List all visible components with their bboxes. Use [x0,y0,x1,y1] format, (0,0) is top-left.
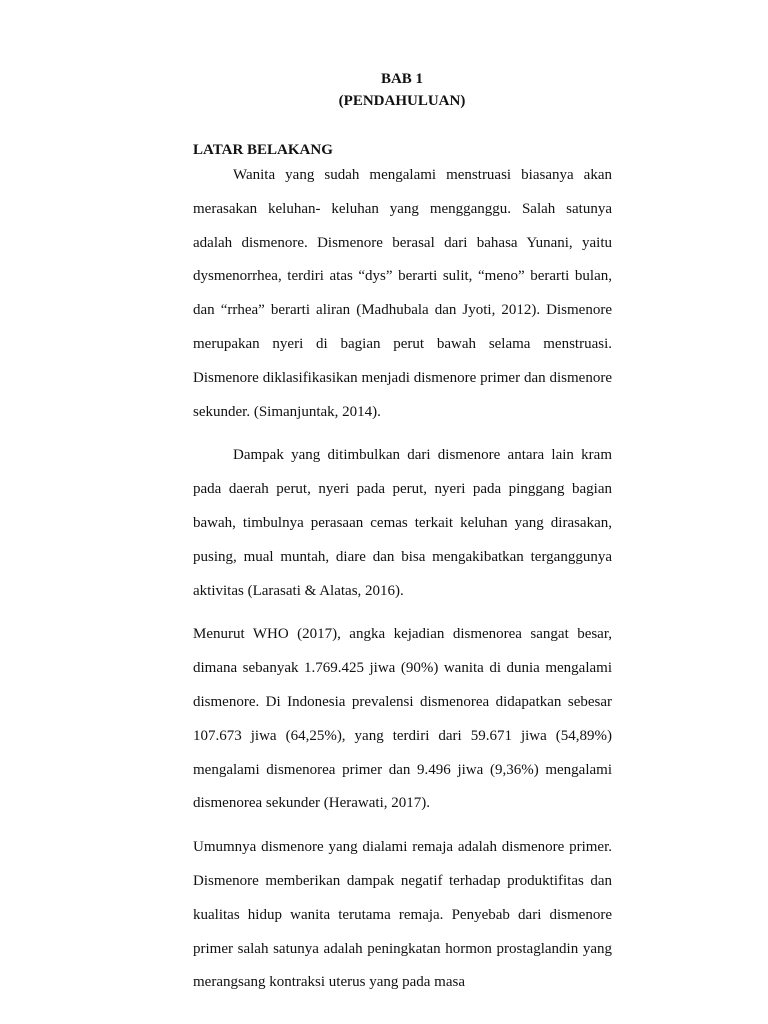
document-body [193,139,612,1000]
paragraph-1: Wanita yang sudah mengalami menstruasi biasanya akan merasakan keluhan- keluhan yang mengganggu. Salah satunya adalah dismenore. Dismenore berasal dari bahasa Yunani, yaitu dysmenorrhea, terdiri atas “dys” berarti sulit, “meno” berarti bulan, dan “rrhea” berarti aliran (Madhubala dan Jyoti, 2012). Dismenore merupakan nyeri di bagian perut bawah selama menstruasi. Dismenore diklasifikasikan menjadi dismenore primer dan dismenore sekunder. (Simanjuntak, 2014). [193,167,612,420]
chapter-heading [0,68,768,112]
paragraph-3: Menurut WHO (2017), angka kejadian dismenorea sangat besar, dimana sebanyak 1.769.425 jiwa (90%) wanita di dunia mengalami dismenore. Di Indonesia prevalensi dismenorea didapatkan sebesar 107.673 jiwa (64,25%), yang terdiri dari 59.671 jiwa (54,89%) mengalami dismenorea primer dan 9.496 jiwa (9,36%) mengalami dismenorea sekunder (Herawati, 2017). [193,626,612,812]
paragraph-2: Dampak yang ditimbulkan dari dismenore antara lain kram pada daerah perut, nyeri pada perut, nyeri pada pinggang bagian bawah, timbulnya perasaan cemas terkait keluhan yang dirasakan, pusing, mual muntah, diare dan bisa mengakibatkan terganggunya aktivitas (Larasati & Alatas, 2016). [193,447,612,599]
chapter-title: BAB 1 [380,71,424,87]
chapter-subtitle: (PENDAHULUAN) [338,93,466,109]
section-title: LATAR BELAKANG [193,142,333,158]
paragraph-4: Umumnya dismenore yang dialami remaja adalah dismenore primer. Dismenore memberikan dampak negatif terhadap produktifitas dan kualitas hidup wanita terutama remaja. Penyebab dari dismenore primer salah satunya adalah peningkatan hormon prostaglandin yang merangsang kontraksi uterus yang pada masa [193,839,612,991]
